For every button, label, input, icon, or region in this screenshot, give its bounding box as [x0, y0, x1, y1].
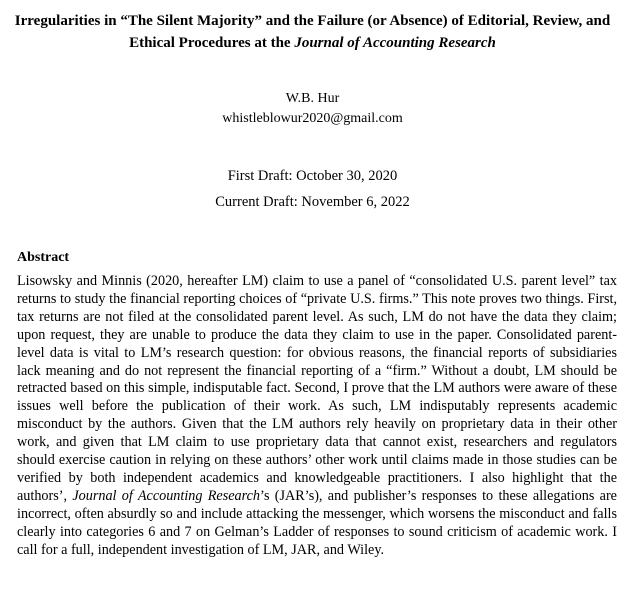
abstract-text-part2: ’s (JAR’s), and publisher’s responses to these allegations are incorrect, often absurdly so and include attacking the messenger, which worsens the misconduct and falls clearly into categories 6 and 7 on Gelman’s Ladder of responses to sound criticism of academic work. I call for a full, independent investigation of LM, JAR, and Wiley. [17, 487, 617, 558]
abstract-text-part1: Lisowsky and Minnis (2020, hereafter LM) claim to use a panel of “consolidated U.S. parent level” tax returns to study the financial reporting choices of “private U.S. firms.” This note proves two things. First, tax returns are not filed at the consolidated parent level. As such, LM do not have the data they claim; upon request, they are unable to produce the data they claim to use in the paper. Consolidated parent-level data is vital to LM’s research question: for obvious reasons, the financial reports of subsidiaries lack meaning and do not represent the financial reporting of a “firm.” Without a doubt, LM should be retracted based on this simple, indisputable fact. Second, I prove that the LM authors were aware of these issues well before the publication of their work. As such, LM indisputably represents academic misconduct by the authors. Given that the LM authors rely heavily on proprietary data in their other work, and given that LM claim to use proprietary data that cannot exist, researchers and regulators should exercise caution in relying on these authors’ other work until claims made in those studies can be verified by both independent academics and knowledgeable practitioners. I also highlight that the authors’, [17, 273, 617, 504]
current-draft-date: Current Draft: November 6, 2022 [215, 194, 410, 210]
author-block [0, 89, 625, 129]
abstract-heading: Abstract [17, 250, 70, 265]
title-text: Irregularities in “The Silent Majority” and the Failure (or Absence) of Editorial, Review, and Ethical Procedures at the [14, 13, 611, 51]
author-name: W.B. Hur [285, 91, 340, 106]
abstract-journal-name: Journal of Accounting Research [72, 487, 261, 504]
abstract-body [17, 273, 617, 560]
draft-dates [0, 163, 625, 215]
paper-title [12, 10, 613, 54]
first-draft-date: First Draft: October 30, 2020 [227, 168, 398, 184]
title-journal-name: Journal of Accounting Research [294, 35, 496, 51]
author-email: whistleblowur2020@gmail.com [222, 111, 403, 126]
